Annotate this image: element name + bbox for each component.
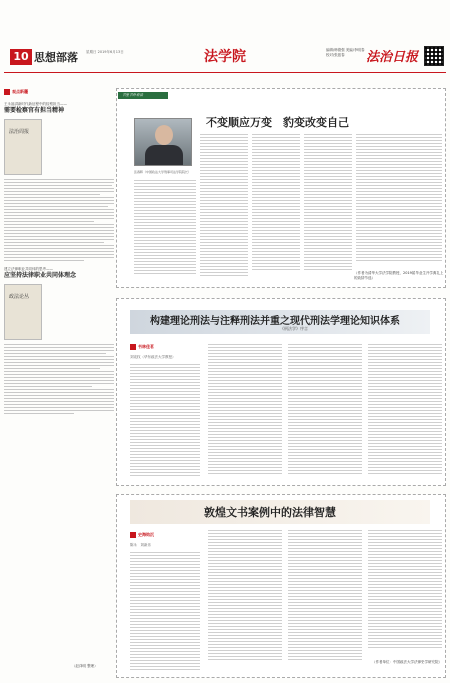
left-article1-body [4, 179, 114, 261]
qr-code-icon [424, 46, 444, 66]
tag-label: 史海钩沉 [138, 532, 154, 537]
article-3-column-3 [288, 530, 362, 662]
article-3-footnote: （作者单位：中国政法大学法律史学研究院） [372, 660, 442, 664]
left-article2-headline: 应坚持法律职业共同体理念 [4, 272, 77, 279]
newspaper-logo: 法治日报 [366, 50, 419, 65]
article-1-footnote: （作者为清华大学法学院教授，2019届毕业生开学典礼上的致辞节选） [354, 271, 444, 280]
section-name: 思想部落 [34, 51, 78, 64]
editor-info: 编辑/韩德强 美编/李明春 校对/张振春 [326, 48, 365, 57]
left-article2-body [4, 344, 114, 414]
article-2-subtitle: 《刑法学》序言 [280, 326, 308, 331]
issue-date: 星期日 2019年6月13日 [86, 50, 124, 54]
article-3-author: 陈永 刘新乐 [130, 543, 151, 547]
article-3-column-1 [130, 552, 200, 672]
tag-marker-icon [130, 344, 136, 350]
tag-marker-icon [4, 89, 10, 95]
article-1-column-4 [356, 134, 442, 263]
page-header [4, 46, 446, 70]
page-credit: （赵泽明 整理） [72, 664, 98, 668]
article-2-column-2 [208, 344, 282, 476]
article-1-column-3 [304, 134, 352, 272]
article-3-column-4 [368, 530, 442, 650]
photo-caption: 张春晖（中国政法大学刑事司法学院院长） [134, 170, 192, 174]
left-article1-headline: 需要检察官有担当精神 [4, 107, 65, 114]
article-1-headline: 不变顺应万变 豹变改变自己 [206, 116, 349, 129]
left-column [4, 80, 114, 680]
book-cover-image [4, 119, 42, 175]
book-cover-title: 法治周报 [9, 129, 30, 135]
article-2-column-1 [130, 364, 200, 478]
article-2-tag [130, 344, 154, 350]
article-3-column-2 [208, 530, 282, 662]
article-1-column-lead [134, 180, 196, 276]
article-1-column-2 [252, 134, 300, 272]
tag-label: 书林佳茗 [138, 344, 154, 349]
article-1-column-1 [200, 134, 248, 278]
page-number: 10 [10, 49, 32, 65]
book-cover-image [4, 284, 42, 340]
page-title: 法学院 [204, 49, 246, 65]
article-2-column-3 [288, 344, 362, 476]
article-2-author: 刘宪权（华东政法大学教授） [130, 355, 176, 359]
article-3-tag [130, 532, 154, 538]
article-2-headline: 构建理论刑法与注释刑法并重之现代刑法学理论知识体系 [150, 316, 400, 327]
author-photo [134, 118, 192, 166]
tag-marker-icon [130, 532, 136, 538]
article-3-headline: 敦煌文书案例中的法律智慧 [204, 506, 336, 519]
article-2-column-4 [368, 344, 442, 476]
tag-label: 观点新疆 [12, 89, 28, 94]
left-article1-kicker: 王永福讲新时代新征程中的检察担当—— [4, 102, 67, 106]
section-tag [4, 89, 28, 95]
left-article2-kicker: 建立法律职业共同体的思考—— [4, 267, 53, 271]
article-1-banner: 书里书外看法 [118, 92, 168, 99]
book-cover-title: 政法论丛 [9, 294, 30, 300]
header-divider [4, 72, 446, 73]
